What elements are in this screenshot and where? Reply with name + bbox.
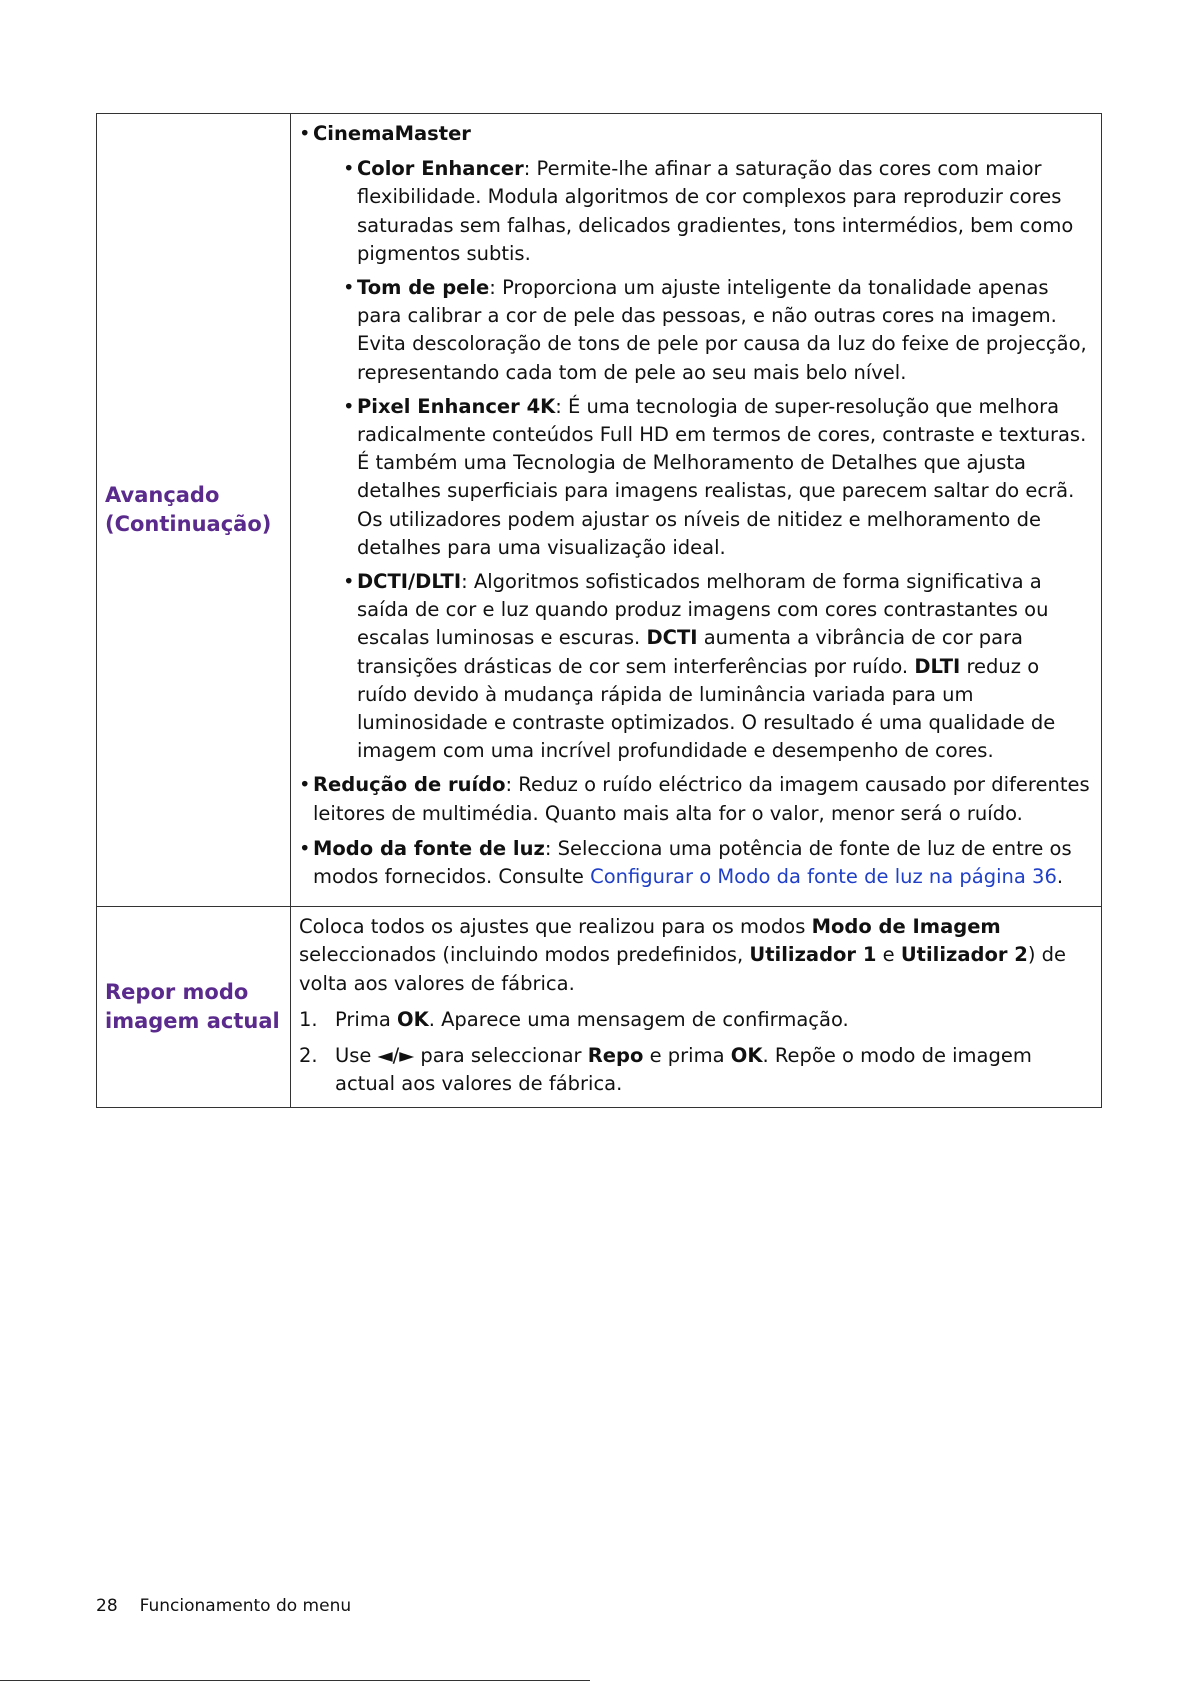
description: aumenta a vibrância de cor para transições drásticas de cor sem interferências por ruído. — [357, 626, 1023, 678]
text: . Aparece uma mensagem de confirmação. — [428, 1007, 849, 1031]
description: : Reduz o ruído eléctrico da imagem causado por diferentes leitores de multimédia. Quanto mais alta for o valor, menor será o ruído. — [313, 773, 1090, 825]
term-user1: Utilizador 1 — [749, 943, 877, 967]
row-label-advanced: Avançado (Continuação) — [97, 114, 291, 907]
list-item-skin-tone — [343, 274, 1093, 387]
term-dcti: DCTI — [646, 626, 698, 650]
list-item-light-source — [299, 835, 1093, 891]
cinemamaster-sublist — [343, 155, 1093, 765]
description: : Proporciona um ajuste inteligente da tonalidade apenas para calibrar a cor de pele das pessoas, e não outras cores na imagem. Evita descoloração de tons de pele por causa da luz do feixe de projecção, representando cada tom de pele ao seu mais belo nível. — [357, 276, 1087, 384]
step-1 — [299, 1006, 1093, 1034]
term-repo: Repo — [587, 1044, 644, 1068]
description: : É uma tecnologia de super-resolução que melhora radicalmente conteúdos Full HD em termos de cores, contraste e texturas. É também uma Tecnologia de Melhoramento de Detalhes que ajusta detalhes superficiais para imagens realistas, que parecem saltar do ecrã. Os utilizadores podem ajustar os níveis de nitidez e melhoramento de detalhes para uma visualização ideal. — [357, 394, 1087, 559]
section-title: Funcionamento do menu — [139, 1596, 352, 1616]
term: Color Enhancer — [357, 157, 524, 181]
term-mode: Modo de Imagem — [811, 915, 1001, 939]
description: : Selecciona uma potência de fonte de luz de entre os modos fornecidos. Consulte — [313, 836, 1072, 889]
term-dlti: DLTI — [914, 654, 961, 678]
reset-intro — [299, 913, 1093, 998]
table-row — [97, 114, 1102, 907]
page-number: 28 — [96, 1596, 118, 1616]
row-label-reset: Repor modo imagem actual — [97, 907, 291, 1107]
punctuation: . — [1056, 865, 1064, 889]
term-user2: Utilizador 2 — [900, 943, 1028, 967]
text: Use ◄/► para seleccionar — [335, 1044, 588, 1068]
list-item-pixel-enhancer — [343, 393, 1093, 562]
list-item-cinemamaster — [299, 120, 1093, 148]
page-link-light-source[interactable]: Configurar o Modo da fonte de luz na página 36 — [590, 865, 1057, 889]
key-ok: OK — [397, 1007, 429, 1031]
term: DCTI/DLTI — [357, 570, 462, 594]
description: : Algoritmos sofisticados melhoram de forma significativa a saída de cor e luz quando produz imagens com cores contrastantes ou escalas luminosas e escuras. — [357, 570, 1049, 650]
term: Tom de pele — [357, 276, 490, 300]
step-number: 2. — [299, 1044, 318, 1068]
list-item-dcti-dlti — [343, 568, 1093, 765]
term: Modo da fonte de luz — [313, 836, 545, 860]
page-footer — [96, 1596, 351, 1616]
key-ok: OK — [730, 1044, 763, 1068]
text: Coloca todos os ajustes que realizou para os modos — [299, 915, 812, 939]
term: Pixel Enhancer 4K — [357, 394, 556, 418]
step-2 — [299, 1042, 1093, 1098]
term: CinemaMaster — [313, 122, 471, 145]
settings-table — [96, 113, 1102, 1108]
list-item-color-enhancer — [343, 155, 1093, 268]
table-row — [97, 907, 1102, 1107]
description: : Permite-lhe afinar a saturação das cores com maior flexibilidade. Modula algoritmos de cor complexos para reproduzir cores saturadas sem falhas, delicados gradientes, tons intermédios, bem como pigmentos subtis. — [357, 157, 1074, 265]
row-content-advanced — [291, 114, 1102, 907]
step-number: 1. — [299, 1007, 318, 1031]
text: e prima — [643, 1044, 731, 1068]
text: ) de volta aos valores de fábrica. — [299, 943, 1067, 995]
text: e — [876, 943, 901, 967]
text: Prima — [335, 1007, 397, 1031]
term: Redução de ruído — [313, 773, 506, 797]
description: reduz o ruído devido à mudança rápida de luminância variada para um luminosidade e contraste optimizados. O resultado é uma qualidade de imagem com uma incrível profundidade e desempenho de cores. — [357, 654, 1056, 763]
list-item-noise-reduction — [299, 771, 1093, 827]
text: . Repõe o modo de imagem actual aos valores de fábrica. — [335, 1044, 1032, 1096]
text: seleccionados (incluindo modos predefinidos, — [299, 943, 750, 967]
row-content-reset — [291, 907, 1102, 1107]
footer-divider — [0, 1680, 590, 1681]
